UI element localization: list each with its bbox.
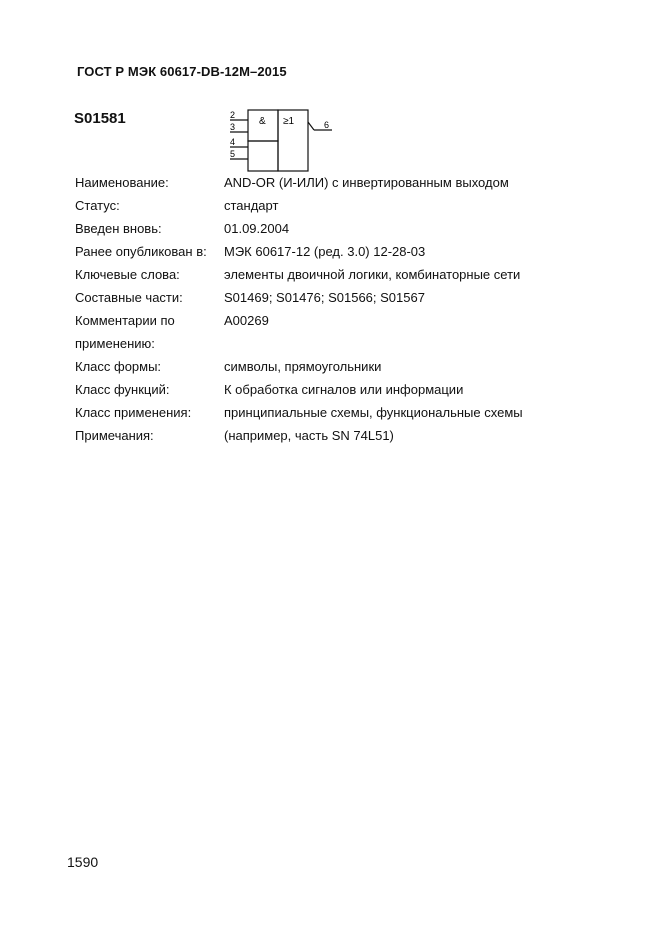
attribute-row [75,401,635,424]
attribute-row [75,240,635,263]
attribute-label: Ранее опубликован в: [75,244,207,259]
attribute-label: Ключевые слова: [75,267,180,282]
attribute-value: (например, часть SN 74L51) [224,428,394,443]
or-function-label: ≥1 [283,116,295,127]
attribute-row [75,424,635,447]
attribute-label: Класс применения: [75,405,192,420]
attribute-table [75,171,635,447]
symbol-code: S01581 [74,110,126,127]
input-pin-label: 5 [230,149,236,159]
attribute-label: Класс функций: [75,382,170,397]
attribute-value: 01.09.2004 [224,221,290,236]
attribute-row [75,355,635,378]
attribute-label: Комментарии по [75,313,175,328]
attribute-value: принципиальные схемы, функциональные схемы [224,405,523,420]
attribute-row [75,332,635,355]
attribute-value: AND-OR (И-ИЛИ) с инвертированным выходом [224,175,509,190]
attribute-row [75,286,635,309]
and-or-invert-gate-symbol [226,108,338,174]
output-pin-label: 6 [324,120,330,130]
input-pin-label: 4 [230,137,236,147]
attribute-label: Примечания: [75,428,154,443]
and-function-label: & [259,116,266,127]
attribute-label: Составные части: [75,290,183,305]
attribute-value: элементы двоичной логики, комбинаторные сети [224,267,521,282]
page-number: 1590 [67,854,99,870]
attribute-label: применению: [75,336,155,351]
attribute-row [75,263,635,286]
attribute-value: символы, прямоугольники [224,359,382,374]
attribute-label: Введен вновь: [75,221,162,236]
attribute-label: Статус: [75,198,120,213]
document-header: ГОСТ Р МЭК 60617-DB-12M–2015 [77,64,287,79]
attribute-value: МЭК 60617-12 (ред. 3.0) 12-28-03 [224,244,426,259]
attribute-label: Класс формы: [75,359,162,374]
attribute-row [75,217,635,240]
attribute-row [75,171,635,194]
attribute-value: стандарт [224,198,279,213]
input-pin-label: 3 [230,122,236,132]
attribute-row [75,194,635,217]
input-pin-label: 2 [230,110,236,120]
attribute-value: К обработка сигналов или информации [224,382,464,397]
attribute-value: A00269 [224,313,269,328]
attribute-value [224,332,635,355]
attribute-label: Наименование: [75,175,169,190]
attribute-row [75,309,635,332]
attribute-value: S01469; S01476; S01566; S01567 [224,290,425,305]
attribute-row [75,378,635,401]
